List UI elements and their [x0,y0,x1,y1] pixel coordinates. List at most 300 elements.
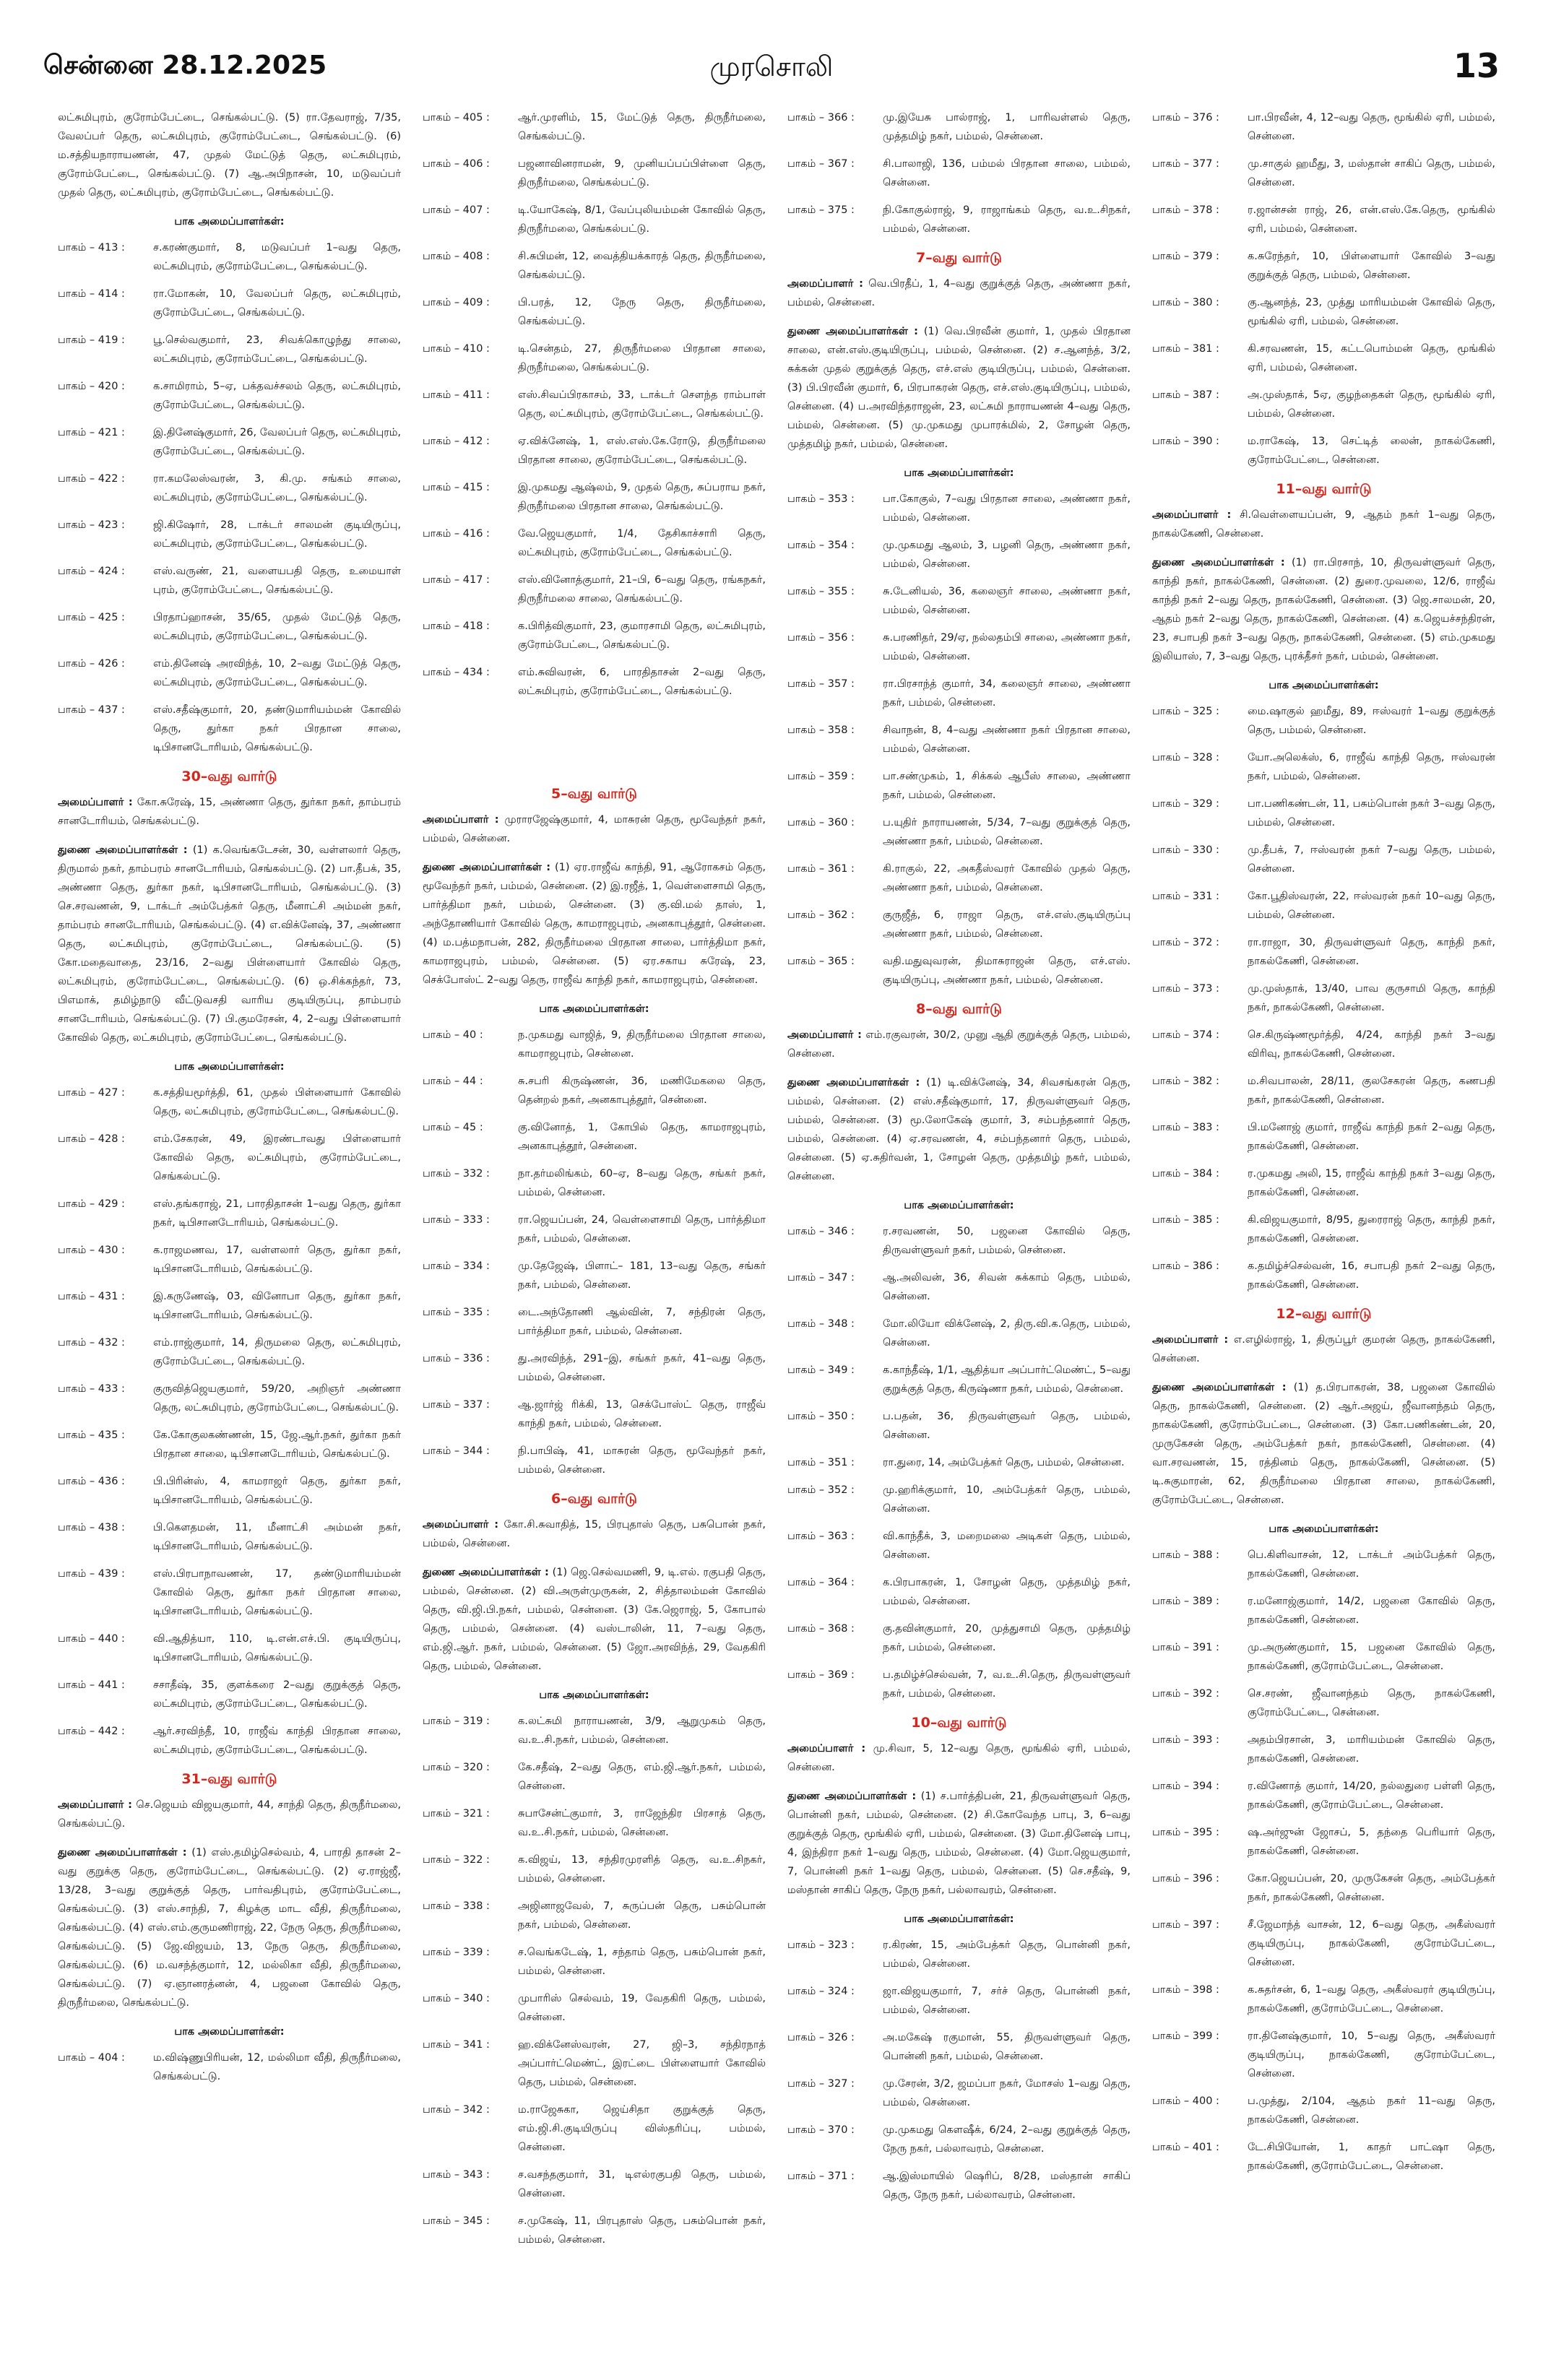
booth-organizer: மு.தேஜேஷ், பிளாட்– 181, 13–வது தெரு, சங்கர் நகர், பம்மல், சென்னை. [518,1260,766,1291]
booth-number: பாகம் – 431 : [58,1291,125,1302]
booth-number: பாகம் – 364 : [787,1577,855,1588]
booth-entry [423,1257,766,1294]
article-columns [58,108,1495,2355]
ward-heading: 11–வது வார்டு [1276,481,1372,497]
booth-organizer: க.லட்சுமி நாராயணன், 3/9, ஆறுமுகம் தெரு, வ.உ.சி.நகர், பம்மல், சென்னை. [518,1715,766,1746]
booth-organizer: கி.விஜயகுமார், 8/95, துரைராஜ் தெரு, காந்தி நகர், நாகல்கேணி, சென்னை. [1248,1214,1495,1245]
booth-entry [1152,887,1495,925]
booth-organizer: ர.சரவணன், 50, பஜனை கோவில் தெரு, திருவள்ளுவர் நகர், பம்மல், சென்னை. [883,1226,1131,1256]
booth-organizer: அதம்பிரசான், 3, மாரியம்மன் கோவில் தெரு, நாகல்கேணி, சென்னை. [1248,1734,1495,1765]
booth-number: பாகம் – 354 : [787,540,855,551]
booth-number: பாகம் – 384 : [1152,1168,1219,1180]
booth-number: பாகம் – 367 : [787,158,855,170]
booth-number: பாகம் – 346 : [787,1226,855,1237]
ward-heading: 30–வது வார்டு [181,769,277,784]
booth-number: பாகம் – 438 : [58,1522,125,1533]
booth-organizer: குருவித்ஜெயகுமார், 59/20, அறிஞர் அண்ணா தெரு, லட்சுமிபுரம், குரோம்பேட்டை, செங்கல்பட்டு. [153,1383,401,1414]
section-heading: பாக அமைப்பாளர்கள்: [174,216,285,228]
booth-number: பாகம் – 334 : [423,1260,490,1272]
booth-organizer: ம.ராஜேசுகா, ஜெய்சிதா குறுக்குத் தெரு, எம்.ஜி.சி.குடியிருப்பு விஸ்தரிப்பு, பம்மல், சென்னை. [518,2104,766,2153]
booth-number: பாகம் – 370 : [787,2124,855,2136]
booth-organizer: சி.பாலாஜி, 136, பம்மல் பிரதான சாலை, பம்மல், சென்னை. [883,158,1131,189]
paragraph-body: கோ.சி.சுவாதித், 15, பிரபுதாஸ் தெரு, பசுபொன் நகர், பம்மல், சென்னை. [423,1519,766,1549]
booth-organizer: சு.சபரி கிருஷ்ணன், 36, மணிமேகலை தெரு, தென்றல் நகர், அனகாபுத்தூர், சென்னை. [518,1076,766,1106]
booth-entry [423,2035,766,2092]
booth-entry [423,1804,766,1842]
booth-number: பாகம் – 436 : [58,1476,125,1487]
paragraph-lead: அமைப்பாளர் : [787,1743,866,1754]
booth-organizer: பி.கௌதமன், 11, மீனாட்சி அம்மன் நகர், டிபிசானடோரியம், செங்கல்பட்டு. [153,1522,401,1552]
booth-number: பாகம் – 387 : [1152,389,1219,401]
booth-organizer: ச.வெங்கடேஷ், 1, சந்தாம் தெரு, பசும்பொன் நகர், பம்மல், சென்னை. [518,1947,766,1977]
booth-organizer: ம.சிவபாலன், 28/11, குலசேகரன் தெரு, கணபதி நகர், நாகல்கேணி, சென்னை. [1248,1076,1495,1106]
paragraph-lead: அமைப்பாளர் : [787,278,863,290]
booth-organizer: கே.கோகுலகண்ணன், 15, ஜே.ஆர்.நகர், துர்கா நகர் பிரதான சாலை, டிபிசானடோரியம், செங்கல்பட்டு. [153,1429,401,1460]
booth-entry [787,675,1131,712]
booth-organizer: நி.கோகுல்ராஜ், 9, ராஜாங்கம் தெரு, வ.உ.சிநகர், பம்மல், சென்னை. [883,204,1131,235]
booth-organizer: செ.கிருஷ்ணமூர்த்தி, 4/24, காந்தி நகர் 3–வது விரிவு, நாகல்கேணி, சென்னை. [1248,1029,1495,1060]
booth-number: பாகம் – 352 : [787,1484,855,1496]
booth-entry [1152,1731,1495,1768]
booth-organizer: செ.சரண், ஜீவானந்தம் தெரு, நாகல்கேணி, குரோம்பேட்டை, சென்னை. [1248,1688,1495,1718]
paragraph-lead: துணை அமைப்பாளர்கள் : [58,844,188,856]
booth-number: பாகம் – 388 : [1152,1549,1219,1561]
booth-entry [423,1072,766,1109]
booth-organizer: மை.ஷாகுல் ஹமீது, 89, ஈஸ்வரர் 1–வது குறுக்குத் தெரு, பம்மல், சென்னை. [1248,706,1495,736]
paragraph-body: எ.எழில்ராஜ், 1, திருப்பூர் குமரன் தெரு, நாகல்கேணி, சென்னை. [1152,1334,1495,1364]
booth-organizer: ர.முகமது அலி, 15, ராஜீவ் காந்தி நகர் 3–வது தெரு, நாகல்கேணி, சென்னை. [1248,1168,1495,1198]
booth-entry [787,1453,1131,1472]
booth-organizer: ரா.தினேஷ்குமார், 10, 5–வது தெரு, அகீஸ்வரர் குடியிருப்பு, நாகல்கேணி, குரோம்பேட்டை, சென்னை. [1248,2030,1495,2080]
booth-entry [58,654,401,692]
booth-number: பாகம் – 391 : [1152,1642,1219,1653]
booth-number: பாகம் – 44 : [423,1076,483,1087]
booth-number: பாகம் – 442 : [58,1726,125,1737]
booth-organizer: து.அரவிந்த், 291–இ, சங்கர் நகர், 41–வது தெரு, பம்மல், சென்னை. [518,1353,766,1383]
paragraph-lead: அமைப்பாளர் : [423,814,499,826]
booth-number: பாகம் – 40 : [423,1029,483,1041]
paragraph-body: (1) ச.பார்த்திபன், 21, திருவள்ளுவர் தெரு, பொன்னி நகர், பம்மல், சென்னை. (2) சி.கோவேந்த பாபு, 3, 6–வது குறுக்குத் தெரு, மூங்கில் ஏரி, பம்மல், சென்னை. (3) மோ.தினேஷ் பாபு, 4, இந்திரா நகர் 1–வது தெரு, பம்மல், சென்னை. (4) மோ.ஜெயகுமார், 7, பொன்னி நகர் 1–வது தெரு, பம்மல், சென்னை. (5) செ.சதீஷ், 9, மஸ்தான் சாகிப் தெரு, நேரு நகர், பல்லாவரம், சென்னை. [787,1791,1131,1896]
paragraph-lead: அமைப்பாளர் : [1152,509,1232,521]
paragraph-body: (1) எஸ்.தமிழ்செல்வம், 4, பாரதி தாசன் 2–வது குறுக்கு தெரு, குரோம்பேட்டை, செங்கல்பட்டு. (2) ஏ.ராஜ்ஜீ, 13/28, 3–வது குறுக்குத் தெரு, பார்வதிபுரம், குரோம்பேட்டை, செங்கல்பட்டு. (3) எஸ்.சாந்தி, 7, கிழக்கு மாட வீதி, திருநீர்மலை, செங்கல்பட்டு. (4) எஸ்.எம்.குருமணிராஜ், 22, நேரு தெரு, திருநீர்மலை, செங்கல்பட்டு. (5) ஜே.விஜயம், 13, நேரு தெரு, திருநீர்மலை, செங்கல்பட்டு. (6) ம.வசந்த்குமார், 12, மல்லிகா வீதி, திருநீர்மலை, செங்கல்பட்டு. (7) ஏ.ஞானரத்னன், 4, பஜனை கோவில் தெரு, திருநீர்மலை, செங்கல்பட்டு. [58,1847,401,2009]
booth-number: பாகம் – 320 : [423,1762,490,1773]
booth-number: பாகம் – 363 : [787,1531,855,1542]
booth-organizer: க.பிரபாகரன், 1, சோழன் தெரு, முத்தமிழ் நகர், பம்மல், சென்னை. [883,1577,1131,1607]
booth-organizer: ரா.பிரசாந்த் குமார், 34, கலைஞர் சாலை, அண்ணா நகர், பம்மல், சென்னை. [883,678,1131,709]
booth-entry [787,1936,1131,1973]
booth-organizer: பி.பிரின்ஸ், 4, காமராஜர் தெரு, துர்கா நகர், டிபிசானடோரியம், செங்கல்பட்டு. [153,1476,401,1506]
booth-entry [1152,1592,1495,1630]
booth-organizer: டே.சிபியோன், 1, காதர் பாட்ஷா தெரு, நாகல்கேணி, குரோம்பேட்டை, சென்னை. [1248,2142,1495,2172]
booth-entry [423,1442,766,1479]
booth-entry [423,386,766,423]
booth-number: பாகம் – 410 : [423,343,490,355]
booth-number: பாகம் – 414 : [58,288,125,300]
booth-number: பாகம் – 432 : [58,1337,125,1349]
column-3 [787,108,1131,2355]
booth-organizer: க.பிரித்விகுமார், 23, குமாரசாமி தெரு, லட்சுமிபுரம், குரோம்பேட்டை, செங்கல்பட்டு. [518,620,766,651]
paragraph [1152,1330,1495,1368]
booth-organizer: ரா.மோகன், 10, வேலப்பர் தெரு, லட்சுமிபுரம், குரோம்பேட்டை, செங்கல்பட்டு. [153,288,401,319]
booth-organizer: சுபாசேன்ட்குமார், 3, ராஜேந்திர பிரசாத் தெரு, வ.உ.சி.நகர், பம்மல், சென்னை. [518,1808,766,1838]
booth-number: பாகம் – 401 : [1152,2142,1219,2153]
booth-organizer: இ.தினேஷ்குமார், 26, வேலப்பர் தெரு, லட்சுமிபுரம், குரோம்பேட்டை, செங்கல்பட்டு. [153,427,401,457]
booth-entry [58,285,401,322]
booth-entry [58,331,401,368]
booth-number: பாகம் – 366 : [787,112,855,124]
booth-organizer: டி.சென்தம், 27, திருநீர்மலை பிரதான சாலை, திருநீர்மலை, செங்கல்பட்டு. [518,343,766,373]
booth-entry [787,536,1131,574]
paragraph-body: (1) வெ.பிரவீன் குமார், 1, முதல் பிரதான சாலை, என்.எஸ்.குடியிருப்பு, பம்மல், சென்னை. (2) ச.ஆனந்த், 3/2, சுக்கன் முதல் குறுக்குத் தெரு, எச்.எஸ் குடியிருப்பு, பம்மல், சென்னை. (3) பி.பிரவீன் குமார், 6, பிரபாகரன் தெரு, எச்.எஸ்.குடியிருப்பு, பம்மல், சென்னை. (4) ப.அரவிந்தராஜன், 23, லட்சுமி நாராயணன் 4–வது தெரு, பம்மல், சென்னை. (5) மு.முகமது முபாரக்மில், 2, சோழன் தெரு, முத்தமிழ் நகர், பம்மல், சென்னை. [787,326,1131,450]
booth-number: பாகம் – 361 : [787,863,855,875]
booth-organizer: டி.யோகேஷ், 8/1, வேப்புலியம்மன் கோவில் தெரு, திருநீர்மலை, செங்கல்பட்டு. [518,204,766,235]
booth-entry [787,1407,1131,1445]
booth-entry [1152,2027,1495,2083]
booth-number: பாகம் – 339 : [423,1947,490,1958]
booth-number: பாகம் – 381 : [1152,343,1219,355]
booth-organizer: எம்.தினேஷ் அரவிந்த், 10, 2–வது மேட்டுத் தெரு, லட்சுமிபுரம், குரோம்பேட்டை, செங்கல்பட்டு. [153,658,401,688]
booth-organizer: பிரதாப்ஹாசன், 35/65, முதல் மேட்டுத் தெரு, லட்சுமிபுரம், குரோம்பேட்டை, செங்கல்பட்டு. [153,612,401,642]
booth-number: பாகம் – 396 : [1152,1873,1219,1884]
paragraph-body: மு.சிவா, 5, 12–வது தெரு, மூங்கில் ஏரி, பம்மல், சென்னை. [787,1743,1131,1773]
booth-number: பாகம் – 412 : [423,436,490,447]
booth-number: பாகம் – 416 : [423,528,490,540]
booth-number: பாகம் – 369 : [787,1669,855,1681]
booth-entry [58,1426,401,1463]
booth-entry [787,860,1131,897]
paragraph-body: லட்சுமிபுரம், குரோம்பேட்டை, செங்கல்பட்டு. (5) ரா.தேவராஜ், 7/35, வேலப்பர் தெரு, லட்சுமிபுரம், குரோம்பேட்டை, செங்கல்பட்டு. (6) ம.சத்தியநாராயணன், 47, முதல் மேட்டுத் தெரு, லட்சுமிபுரம், குரோம்பேட்டை, செங்கல்பட்டு. (7) ஆ.அபிநாசன், 10, மடுவப்பர் முதல் தெரு, லட்சுமிபுரம், குரோம்பேட்டை, செங்கல்பட்டு. [58,112,401,199]
booth-organizer: மு.முஸ்தாக், 13/40, பாவ குருசாமி தெரு, காந்தி நகர், நாகல்கேணி, சென்னை. [1248,983,1495,1013]
booth-organizer: பா.கோகுல், 7–வது பிரதான சாலை, அண்ணா நகர், பம்மல், சென்னை. [883,493,1131,524]
booth-entry [423,2212,766,2249]
booth-number: பாகம் – 407 : [423,204,490,216]
booth-number: பாகம் – 385 : [1152,1214,1219,1226]
booth-organizer: ரா.கமலேஸ்வரன், 3, கி.மு. சங்கம் சாலை, லட்சுமிபுரம், குரோம்பேட்டை, செங்கல்பட்டு. [153,473,401,503]
booth-organizer: எம்.ராஜ்குமார், 14, திருமலை தெரு, லட்சுமிபுரம், குரோம்பேட்டை, செங்கல்பட்டு. [153,1337,401,1367]
booth-number: பாகம் – 379 : [1152,251,1219,262]
booth-organizer: வே.ஜெயகுமார், 1/4, தேசிகாச்சாரி தெரு, லட்சுமிபுரம், குரோம்பேட்டை, செங்கல்பட்டு. [518,528,766,558]
booth-organizer: இ.கருணேஷ், 03, வினோபா தெரு, துர்கா நகர், டிபிசானடோரியம், செங்கல்பட்டு. [153,1291,401,1321]
booth-number: பாகம் – 349 : [787,1364,855,1376]
booth-number: பாகம் – 411 : [423,389,490,401]
paragraph [58,108,401,202]
booth-number: பாகம் – 398 : [1152,1984,1219,1996]
booth-organizer: மு.தீபக், 7, ஈஸ்வரன் நகர் 7–வது தெரு, பம்மல், சென்னை. [1248,844,1495,875]
booth-number: பாகம் – 380 : [1152,297,1219,308]
booth-organizer: பா.பிரவீன், 4, 12–வது தெரு, மூங்கில் ஏரி, பம்மல், சென்னை. [1248,112,1495,142]
paragraph [1152,1378,1495,1510]
paragraph-body: கோ.சுரேஷ், 15, அண்ணா தெரு, துர்கா நகர், தாம்பரம் சானடோரியம், செங்கல்பட்டு. [58,797,401,827]
ward-heading: 7–வது வார்டு [916,250,1002,266]
booth-organizer: ர.ஜான்சன் ராஜ், 26, என்.எஸ்.கே.தெரு, மூங்கில் ஏரி, பம்மல், சென்னை. [1248,204,1495,235]
booth-entry [1152,795,1495,832]
paragraph-body: வெ.பிரதீப், 1, 4–வது குறுக்குத் தெரு, அண்ணா நகர், பம்மல், சென்னை. [787,278,1131,308]
booth-number: பாகம் – 422 : [58,473,125,485]
booth-organizer: கே.சதீஷ், 2–வது தெரு, எம்.ஜி.ஆர்.நகர், பம்மல், சென்னை. [518,1762,766,1792]
booth-organizer: ர.கிரண், 15, அம்பேத்கர் தெரு, பொன்னி நகர், பம்மல், சென்னை. [883,1939,1131,1970]
booth-entry [423,2100,766,2157]
booth-organizer: மு.முகமது கௌஷீக், 6/24, 2–வது குறுக்குத் தெரு, நேரு நகர், பல்லாவரம், சென்னை. [883,2124,1131,2155]
booth-organizer: மோ.லியோ விக்னேஷ், 2, திரு.வி.க.தெரு, பம்மல், சென்னை. [883,1318,1131,1349]
paragraph-lead: துணை அமைப்பாளர்கள் : [423,1567,549,1578]
booth-entry [787,1268,1131,1306]
booth-number: பாகம் – 356 : [787,632,855,644]
booth-entry [787,201,1131,238]
booth-entry [1152,293,1495,331]
booth-organizer: கோ.பூதிஸ்வரன், 22, ஈஸ்வரன் நகர் 10–வது தெரு, பம்மல், சென்னை. [1248,891,1495,921]
booth-entry [1152,432,1495,469]
booth-number: பாகம் – 353 : [787,493,855,505]
newspaper-name: முரசொலி [709,51,834,82]
paragraph [787,274,1131,312]
paragraph [423,858,766,990]
paragraph [58,1796,401,1833]
column-4 [1152,108,1495,2355]
booth-entry [1152,201,1495,238]
booth-organizer: ப.தமிழ்ச்செல்வன், 7, வ.உ.சி.தெரு, திருவள்ளுவர் நகர், பம்மல், சென்னை. [883,1669,1131,1700]
booth-entry [58,469,401,507]
booth-entry [58,423,401,461]
booth-number: பாகம் – 377 : [1152,158,1219,170]
paragraph [787,1026,1131,1063]
booth-organizer: வி.காந்தீக், 3, மறைமலை அடிகள் தெரு, பம்மல், சென்னை. [883,1531,1131,1561]
booth-entry [423,1303,766,1341]
booth-number: பாகம் – 357 : [787,678,855,690]
booth-entry [1152,1211,1495,1248]
booth-organizer: மு.சேரன், 3/2, ஜமப்பா நகர், மோசஸ் 1–வது தெரு, பம்மல், சென்னை. [883,2078,1131,2108]
booth-organizer: சி.சுபிமன், 12, வைத்தியக்காரத் தெரு, திருநீர்மலை, செங்கல்பட்டு. [518,251,766,281]
paragraph-lead: அமைப்பாளர் : [58,1799,132,1811]
booth-organizer: ர.மனோஜ்குமார், 14/2, பஜனை கோவில் தெரு, நாகல்கேணி, சென்னை. [1248,1596,1495,1626]
booth-number: பாகம் – 415 : [423,482,490,493]
booth-number: பாகம் – 368 : [787,1623,855,1635]
booth-organizer: மு.ஹரிக்குமார், 10, அம்பேத்கர் தெரு, பம்மல், சென்னை. [883,1484,1131,1515]
booth-number: பாகம் – 409 : [423,297,490,308]
booth-number: பாகம் – 426 : [58,658,125,670]
booth-organizer: ஜா.விஜயகுமார், 7, சர்ச் தெரு, பொன்னி நகர், பம்மல், சென்னை. [883,1986,1131,2016]
booth-entry [423,1164,766,1202]
booth-organizer: ஆ.இஸ்மாயில் ஷெரிப், 8/28, மஸ்தான் சாகிப் தெரு, நேரு நகர், பல்லாவரம், சென்னை. [883,2171,1131,2201]
column-2 [423,108,766,2355]
booth-number: பாகம் – 365 : [787,956,855,967]
booth-entry [58,608,401,646]
booth-organizer: கு.தவின்குமார், 20, முத்துசாமி தெரு, முத்தமிழ் நகர், பம்மல், சென்னை. [883,1623,1131,1653]
booth-entry [423,1118,766,1156]
booth-entry [1152,1823,1495,1861]
paragraph-lead: அமைப்பாளர் : [58,797,133,808]
booth-entry [423,1211,766,1248]
booth-number: பாகம் – 392 : [1152,1688,1219,1700]
booth-number: பாகம் – 413 : [58,242,125,254]
masthead [43,46,1500,94]
booth-entry [1152,748,1495,786]
booth-entry [1152,1546,1495,1583]
paragraph [787,1739,1131,1777]
paragraph [423,1563,766,1676]
booth-entry [58,1565,401,1621]
booth-number: பாகம் – 327 : [787,2078,855,2090]
booth-organizer: குருஜீத், 6, ராஜா தெரு, எச்.எஸ்.குடியிருப்பு அண்ணா நகர், பம்மல், சென்னை. [883,909,1131,940]
booth-entry [58,1333,401,1371]
booth-organizer: நா.தர்மலிங்கம், 60–ஏ, 8–வது தெரு, சங்கர் நகர், பம்மல், சென்னை. [518,1168,766,1198]
paragraph [1152,506,1495,543]
booth-entry [1152,1072,1495,1109]
booth-organizer: ரா.ஜெயப்பன், 24, வெள்ளைசாமி தெரு, பார்த்திமா நகர், பம்மல், சென்னை. [518,1214,766,1245]
column-gap [423,709,766,774]
ward-heading: 10–வது வார்டு [911,1715,1007,1731]
booth-organizer: கி.சரவணன், 15, கட்டபொம்மன் தெரு, மூங்கில் ஏரி, பம்மல், சென்னை. [1248,343,1495,373]
booth-entry [58,1195,401,1232]
paragraph-body: (1) க.வெங்கடேசன், 30, வள்ளலார் தெரு, திருமால் நகர், தாம்பரம் சானடோரியம், செங்கல்பட்டு. (2) பா.தீபக், 35, அண்ணா தெரு, துர்கா நகர், டிபிசானடோரியம், செங்கல்பட்டு. (3) செ.சரவணன், 9, டாக்டர் அம்பேத்கர் தெரு, மீனாட்சி அம்மன் நகர், தாம்பரம் சானடோரியம், செங்கல்பட்டு. (4) எ.விக்னேஷ், 37, அண்ணா தெரு, லட்சுமிபுரம், குரோம்பேட்டை, செங்கல்பட்டு. (5) கோ.மதைவாதை, 23/16, 2–வது பிள்ளையார் கோவில் தெரு, லட்சுமிபுரம், குரோம்பேட்டை, செங்கல்பட்டு. (6) ஒ.சிக்கந்தர், 73, பிஎமாக், தமிழ்நாடு வீட்டுவசதி வாரிய குடியிருப்பு, தாம்பரம் சானடோரியம், செங்கல்பட்டு. (7) பி.குமரேசன், 4, 2–வது பிள்ளையார் கோவில் தெரு, லட்சுமிபுரம், குரோம்பேட்டை, செங்கல்பட்டு. [58,844,401,1044]
booth-number: பாகம் – 331 : [1152,891,1219,902]
booth-organizer: ப.யுதிர் நாராயணன், 5/34, 7–வது குறுக்குத் தெரு, அண்ணா நகர், பம்மல், சென்னை. [883,817,1131,847]
paragraph-lead: அமைப்பாளர் : [423,1519,499,1531]
booth-organizer: ஜி.கிஷோர், 28, டாக்டர் சாலமன் குடியிருப்பு, லட்சுமிபுரம், குரோம்பேட்டை, செங்கல்பட்டு. [153,519,401,550]
booth-entry [1152,339,1495,377]
ward-heading: 5–வது வார்டு [551,786,637,802]
booth-entry [1152,155,1495,192]
booth-organizer: கு.ஆனந்த், 23, முத்து மாரியம்மன் கோவில் தெரு, மூங்கில் ஏரி, பம்மல், சென்னை. [1248,297,1495,327]
booth-number: பாகம் – 375 : [787,204,855,216]
edition-date: சென்னை 28.12.2025 [43,51,327,80]
booth-entry [787,952,1131,990]
booth-number: பாகம் – 329 : [1152,798,1219,810]
paragraph-lead: துணை அமைப்பாளர்கள் : [1152,557,1285,568]
booth-organizer: சு.டேனியல், 36, கலைஞர் சாலை, அண்ணா நகர், பம்மல், சென்னை. [883,586,1131,616]
booth-number: பாகம் – 338 : [423,1900,490,1912]
booth-organizer: எம்.சுவிவரன், 6, பாரதிதாசன் 2–வது தெரு, லட்சுமிபுரம், குரோம்பேட்டை, செங்கல்பட்டு. [518,667,766,697]
booth-number: பாகம் – 399 : [1152,2030,1219,2042]
booth-entry [1152,702,1495,740]
booth-entry [1152,1026,1495,1063]
booth-entry [787,1361,1131,1398]
column-1 [58,108,401,2355]
booth-organizer: ம.விஷ்ணுபிரியன், 12, மல்லிமா வீதி, திருநீர்மலை, செங்கல்பட்டு. [153,2052,401,2082]
booth-number: பாகம் – 434 : [423,667,490,678]
booth-number: பாகம் – 424 : [58,566,125,577]
booth-entry [787,108,1131,146]
booth-entry [787,1527,1131,1565]
booth-entry [58,238,401,276]
booth-number: பாகம் – 344 : [423,1445,490,1457]
booth-organizer: கி.ராகுல், 22, அகதீஸ்வரர் கோவில் முதல் தெரு, அண்ணா நகர், பம்மல், சென்னை. [883,863,1131,893]
booth-organizer: எம்.சேகரன், 49, இரண்டாவது பிள்ளையார் கோவில் தெரு, லட்சுமிபுரம், குரோம்பேட்டை, செங்கல்பட்டு. [153,1133,401,1182]
paragraph-body: (1) ரா.பிரசாந், 10, திருவள்ளுவர் தெரு, காந்தி நகர், நாகல்கேணி, சென்னை. (2) துரை.முவலை, 12/6, ராஜீவ் காந்தி நகர் 2–வது தெரு, நாகல்கேணி, சென்னை. (3) ஜெ.சாலமன், 20, ஆதம் நகர் 2–வது தெரு, நாகல்கேணி, சென்னை. (4) க.ஜெயச்சந்திரன், 23, சபாபதி நகர் 3–வது தெரு, நாகல்கேணி, சென்னை. (5) எம்.முகமது இலியாஸ், 7, 3–வது தெரு, புரக்தீசர் நகர், பம்மல், சென்னை. [1152,557,1495,662]
booth-entry [1152,979,1495,1017]
booth-entry [787,906,1131,943]
booth-organizer: கு.வினோத், 1, கோபில் தெரு, காமராஜபுரம், அனகாபுத்தூர், சென்னை. [518,1122,766,1152]
booth-number: பாகம் – 419 : [58,334,125,346]
booth-entry [423,108,766,146]
booth-organizer: வி.ஆதித்யா, 110, டி.என்.எச்.பி. குடியிருப்பு, டிபிசானடோரியம், செங்கல்பட்டு. [153,1633,401,1663]
booth-organizer: பா.பணிகண்டன், 11, பசும்பொன் நகர் 3–வது தெரு, பம்மல், சென்னை. [1248,798,1495,828]
booth-entry [1152,933,1495,971]
booth-entry [787,1666,1131,1703]
booth-organizer: மு.சாகுல் ஹமீது, 3, மஸ்தான் சாகிப் தெரு, பம்மல், சென்னை. [1248,158,1495,189]
booth-organizer: ஷ.அர்ஜுன் ஜோசப், 5, தந்தை பெரியார் தெரு, நாகல்கேணி, சென்னை. [1248,1827,1495,1857]
booth-entry [787,813,1131,851]
paragraph-body: (1) ஏர.ராஜீவ் காந்தி, 91, ஆரோகசம் தெரு, மூவேந்தர் நகர், பம்மல், சென்னை. (2) இ.ரஜீத், 1, வெள்ளைசாமி தெரு, பார்த்திமா நகர், பம்மல், சென்னை. (3) கு.வி.மல் தாஸ், 1, அந்தோணியார் கோவில் தெரு, காமராஜபுரம், அனகாபுத்தூர், சென்னை. (4) ம.பத்மநாபன், 282, திருநீர்மலை பிரதான சாலை, பார்த்திமா நகர், காமராஜபுரம், பம்மல், சென்னை. (5) ஏர.சகாய சுரேஷ், 23, செக்போஸ்ட் 2–வது தெரு, ராஜீவ் காந்தி நகர், காமராஜபுரம், சென்னை. [423,862,766,986]
booth-entry [1152,108,1495,146]
booth-number: பாகம் – 336 : [423,1353,490,1364]
booth-entry [1152,1638,1495,1676]
ward-heading: 8–வது வார்டு [916,1001,1002,1017]
booth-organizer: க.சுதர்சன், 6, 1–வது தெரு, அகீஸ்வரர் குடியிருப்பு, நாகல்கேணி, குரோம்பேட்டை, சென்னை. [1248,1984,1495,2015]
booth-organizer: ஆர்.முரளிம், 15, மேட்டுத் தெரு, திருநீர்மலை, செங்கல்பட்டு. [518,112,766,142]
booth-entry [58,1083,401,1121]
ward-heading: 31–வது வார்டு [181,1771,277,1787]
booth-entry [787,1619,1131,1657]
booth-number: பாகம் – 335 : [423,1307,490,1318]
booth-number: பாகம் – 332 : [423,1168,490,1180]
booth-entry [423,571,766,608]
paragraph-lead: துணை அமைப்பாளர்கள் : [787,1791,917,1802]
booth-entry [1152,1257,1495,1294]
paragraph-body: முராரஜேஷ்குமார், 4, மாசுரன் தெரு, மூவேந்தர் நகர், பம்மல், சென்னை. [423,814,766,844]
paragraph-lead: துணை அமைப்பாளர்கள் : [423,862,551,873]
booth-number: பாகம் – 340 : [423,1993,490,2004]
booth-number: பாகம் – 441 : [58,1679,125,1691]
booth-organizer: க.சுரேந்தர், 10, பிள்ளையார் கோவில் 3–வது குறுக்குத் தெரு, பம்மல், சென்னை. [1248,251,1495,281]
booth-entry [423,1851,766,1888]
booth-number: பாகம் – 406 : [423,158,490,170]
booth-number: பாகம் – 440 : [58,1633,125,1645]
booth-number: பாகம் – 321 : [423,1808,490,1819]
booth-entry [423,617,766,654]
booth-organizer: ரா.ராஜா, 30, திருவள்ளுவர் தெரு, காந்தி நகர், நாகல்கேணி, சென்னை. [1248,937,1495,967]
booth-organizer: எஸ்.பிரபாநாவணன், 17, தண்டுமாரியம்மன் கோவில் தெரு, துர்கா நகர் பிரதான சாலை, டிபிசானடோரியம், செங்கல்பட்டு. [153,1568,401,1617]
booth-entry [787,721,1131,758]
booth-number: பாகம் – 374 : [1152,1029,1219,1041]
booth-entry [423,201,766,238]
booth-entry [423,293,766,331]
paragraph-body: சி.வெள்ளையப்பன், 9, ஆதம் நகர் 1–வது தெரு, நாகல்கேணி, சென்னை. [1152,509,1495,540]
booth-number: பாகம் – 341 : [423,2039,490,2051]
booth-organizer: எஸ்.தங்கராஜ், 21, பாரதிதாசன் 1–வது தெரு, துர்கா நகர், டிபிசானடோரியம், செங்கல்பட்டு. [153,1198,401,1229]
booth-entry [423,1026,766,1063]
booth-organizer: ஏ.விக்னேஷ், 1, எஸ்.எஸ்.கே.ரோடு, திருநீர்மலை பிரதான சாலை, குரோம்பேட்டை, செங்கல்பட்டு. [518,436,766,466]
booth-number: பாகம் – 378 : [1152,204,1219,216]
booth-number: பாகம் – 395 : [1152,1827,1219,1838]
booth-entry [423,1712,766,1749]
booth-number: பாகம் – 408 : [423,251,490,262]
page-number: 13 [1453,46,1500,85]
booth-number: பாகம் – 376 : [1152,112,1219,124]
section-heading: பாக அமைப்பாளர்கள்: [1268,680,1379,691]
booth-number: பாகம் – 425 : [58,612,125,623]
section-heading: பாக அமைப்பாளர்கள்: [904,1200,1014,1211]
booth-organizer: ச.கரண்குமார், 8, மடுவப்பர் 1–வது தெரு, லட்சுமிபுரம், குரோம்பேட்டை, செங்கல்பட்டு. [153,242,401,272]
booth-organizer: எஸ்.வினோத்குமார், 21–பி, 6–வது தெரு, ரங்கநகர், திருநீர்மலை சாலை, செங்கல்பட்டு. [518,574,766,605]
booth-entry [423,1989,766,2027]
booth-number: பாகம் – 362 : [787,909,855,921]
booth-number: பாகம் – 333 : [423,1214,490,1226]
booth-number: பாகம் – 397 : [1152,1919,1219,1931]
booth-organizer: ஆ.அலிவன், 36, சிவன் சுக்காம் தெரு, பம்மல், சென்னை. [883,1272,1131,1302]
booth-number: பாகம் – 418 : [423,620,490,632]
booth-number: பாகம் – 326 : [787,2032,855,2043]
booth-number: பாகம் – 350 : [787,1411,855,1422]
booth-number: பாகம் – 433 : [58,1383,125,1395]
booth-organizer: க.சாமிராம், 5–ஏ, பக்தவச்சலம் தெரு, லட்சுமிபுரம், குரோம்பேட்டை, செங்கல்பட்டு. [153,381,401,411]
booth-number: பாகம் – 404 : [58,2052,125,2064]
booth-number: பாகம் – 45 : [423,1122,483,1133]
booth-organizer: சிவாநன், 8, 4–வது அண்ணா நகர் பிரதான சாலை, பம்மல், சென்னை. [883,724,1131,755]
booth-organizer: இ.முகமது ஆஷ்லம், 9, முதல் தெரு, சுப்பராய நகர், திருநீர்மலை பிரதான சாலை, செங்கல்பட்டு. [518,482,766,512]
booth-entry [58,1287,401,1325]
paragraph-lead: துணை அமைப்பாளர்கள் : [1152,1382,1287,1393]
booth-entry [423,339,766,377]
